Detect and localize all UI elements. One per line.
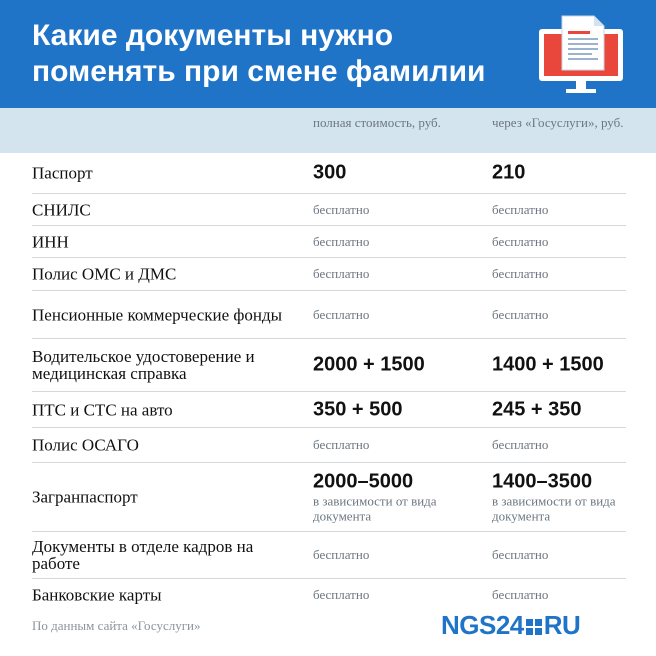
row-gos-price: бесплатно bbox=[492, 586, 549, 602]
table-row bbox=[32, 579, 626, 610]
row-gos-price-note: в зависимости от вида документа bbox=[492, 493, 616, 524]
documents-table bbox=[32, 153, 626, 610]
table-row bbox=[32, 428, 626, 463]
row-full-price: бесплатно bbox=[313, 437, 370, 452]
document-on-monitor-icon bbox=[538, 12, 624, 98]
row-full-price: бесплатно bbox=[313, 306, 370, 322]
logo-text-left: NGS24 bbox=[441, 610, 524, 640]
column-header-gosuslugi: через «Госуслуги», руб. bbox=[492, 115, 624, 130]
row-gos-price-cell bbox=[492, 471, 642, 524]
row-gos-price: бесплатно bbox=[492, 233, 549, 249]
table-row bbox=[32, 532, 626, 579]
row-gos-price: 210 bbox=[492, 161, 526, 184]
row-gos-price: бесплатно bbox=[492, 437, 549, 452]
row-document-name: ПТС и СТС на авто bbox=[32, 400, 173, 419]
row-full-price: бесплатно bbox=[313, 266, 370, 281]
page-title: Какие документы нужно поменять при смене фамилии bbox=[32, 19, 486, 88]
ngs24-logo[interactable] bbox=[441, 611, 580, 639]
row-document-name: Полис ОМС и ДМС bbox=[32, 264, 177, 284]
row-full-price: 2000–5000 bbox=[313, 470, 414, 493]
table-row bbox=[32, 194, 626, 226]
row-gos-price: 1400 + 1500 bbox=[492, 353, 604, 376]
row-full-price: бесплатно bbox=[313, 201, 370, 217]
row-full-price: бесплатно bbox=[313, 233, 370, 249]
row-full-price: 300 bbox=[313, 161, 347, 184]
row-gos-price: 1400–3500 bbox=[492, 470, 593, 493]
row-document-name: СНИЛС bbox=[32, 200, 91, 219]
logo-text-right: RU bbox=[543, 610, 581, 640]
row-gos-price: бесплатно bbox=[492, 306, 549, 322]
table-row bbox=[32, 463, 626, 532]
ngs-logo-mark-icon bbox=[526, 619, 542, 635]
table-row bbox=[32, 153, 626, 194]
row-document-name: Полис ОСАГО bbox=[32, 435, 139, 455]
column-header-full-price: полная стоимость, руб. bbox=[313, 115, 441, 130]
row-gos-price: 245 + 350 bbox=[492, 398, 582, 420]
table-row bbox=[32, 392, 626, 428]
row-full-price: 350 + 500 bbox=[313, 398, 403, 420]
header-banner bbox=[0, 0, 656, 108]
row-document-name: Водительское удостоверение и медицинская справка bbox=[32, 347, 255, 383]
row-document-name: Банковские карты bbox=[32, 585, 162, 604]
row-document-name: Загранпаспорт bbox=[32, 487, 138, 507]
table-row bbox=[32, 339, 626, 392]
row-document-name: ИНН bbox=[32, 232, 69, 251]
row-full-price-note: в зависимости от вида документа bbox=[313, 493, 437, 524]
row-gos-price: бесплатно bbox=[492, 201, 549, 217]
row-document-name: Документы в отделе кадров на работе bbox=[32, 537, 254, 573]
row-full-price: 2000 + 1500 bbox=[313, 353, 425, 376]
row-document-name: Пенсионные коммерческие фонды bbox=[32, 305, 283, 324]
row-full-price: бесплатно bbox=[313, 586, 370, 602]
row-gos-price: бесплатно bbox=[492, 547, 549, 562]
row-full-price-cell bbox=[313, 471, 473, 524]
row-full-price: бесплатно bbox=[313, 547, 370, 562]
source-note: По данным сайта «Госуслуги» bbox=[32, 618, 201, 633]
row-document-name: Паспорт bbox=[32, 163, 93, 183]
table-row bbox=[32, 258, 626, 291]
table-row bbox=[32, 226, 626, 258]
table-row bbox=[32, 291, 626, 339]
row-gos-price: бесплатно bbox=[492, 266, 549, 281]
